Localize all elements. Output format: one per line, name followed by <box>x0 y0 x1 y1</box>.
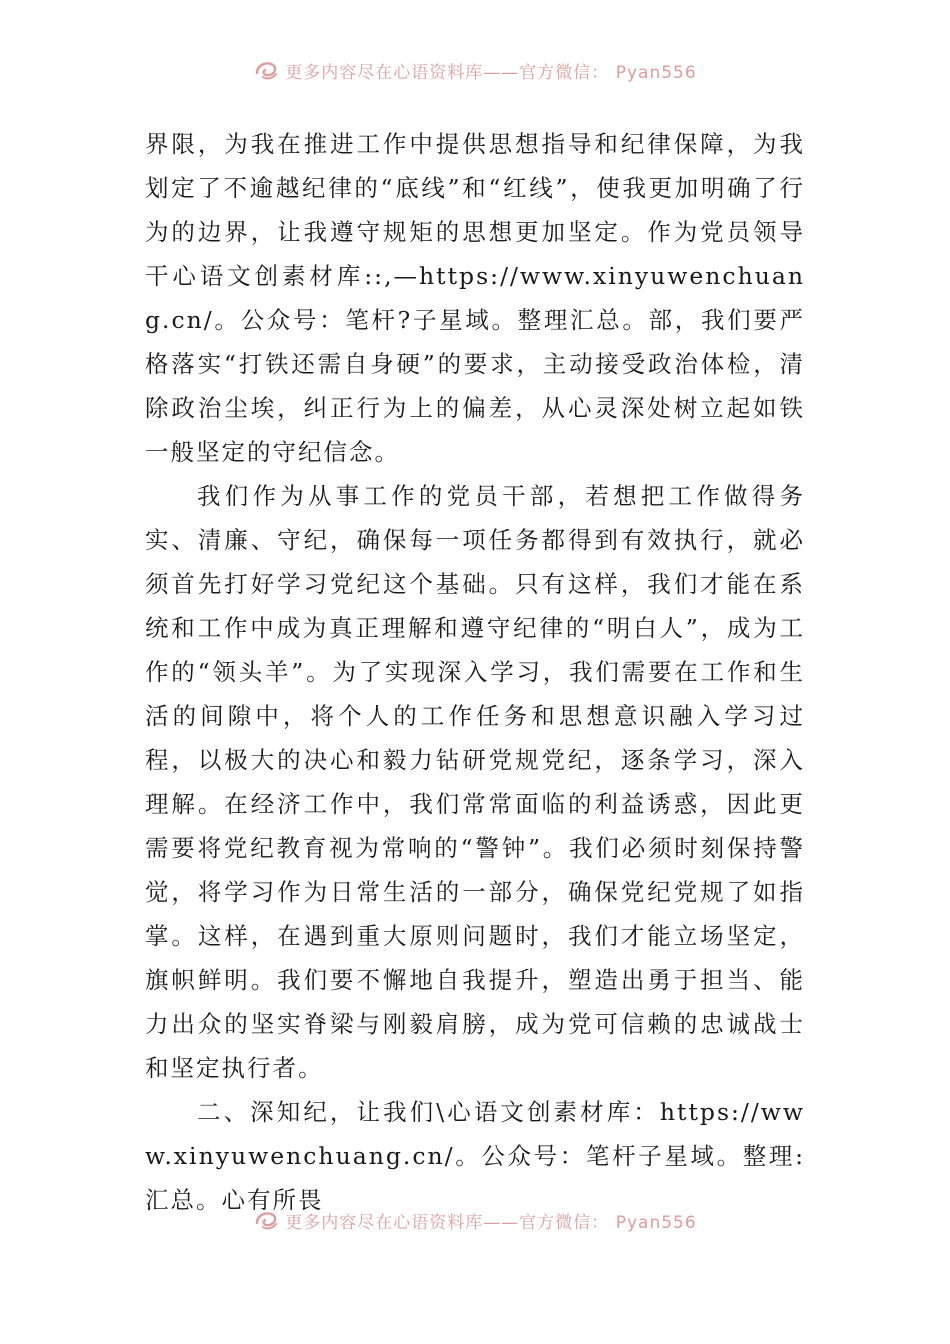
footer-watermark <box>0 1205 950 1235</box>
footer-watermark-text: 更多内容尽在心语资料库——官方微信： Pyan556 <box>285 1212 697 1233</box>
header-watermark-text: 更多内容尽在心语资料库——官方微信： Pyan556 <box>285 62 697 83</box>
swirl-logo-icon <box>253 1209 279 1231</box>
header-watermark <box>0 55 950 85</box>
paragraph-1: 界限，为我在推进工作中提供思想指导和纪律保障，为我划定了不逾越纪律的“底线”和“红线”，使我更加明确了行为的边界，让我遵守规矩的思想更加坚定。作为党员领导干心语文创素材库::,—https://www.xinyuwenchuang.cn/。公众号：笔杆?子星域。整理汇总。部，我们要严格落实“打铁还需自身硬”的要求，主动接受政治体检，清除政治尘埃，纠正行为上的偏差，从心灵深处树立起如铁一般坚定的守纪信念。 <box>145 130 805 466</box>
section-heading-paragraph: 二、深知纪，让我们\心语文创素材库：https://www.xinyuwenchuang.cn/。公众号：笔杆子星域。整理:汇总。心有所畏 <box>145 1098 805 1214</box>
document-body <box>145 122 805 1222</box>
paragraph-2: 我们作为从事工作的党员干部，若想把工作做得务实、清廉、守纪，确保每一项任务都得到有效执行，就必须首先打好学习党纪这个基础。只有这样，我们才能在系统和工作中成为真正理解和遵守纪律的“明白人”，成为工作的“领头羊”。为了实现深入学习，我们需要在工作和生活的间隙中，将个人的工作任务和思想意识融入学习过程，以极大的决心和毅力钻研党规党纪，逐条学习，深入理解。在经济工作中，我们常常面临的利益诱惑，因此更需要将党纪教育视为常响的“警钟”。我们必须时刻保持警觉，将学习作为日常生活的一部分，确保党纪党规了如指掌。这样，在遇到重大原则问题时，我们才能立场坚定，旗帜鲜明。我们要不懈地自我提升，塑造出勇于担当、能力出众的坚实脊梁与刚毅肩膀，成为党可信赖的忠诚战士和坚定执行者。 <box>145 482 805 1082</box>
swirl-logo-icon <box>253 59 279 81</box>
